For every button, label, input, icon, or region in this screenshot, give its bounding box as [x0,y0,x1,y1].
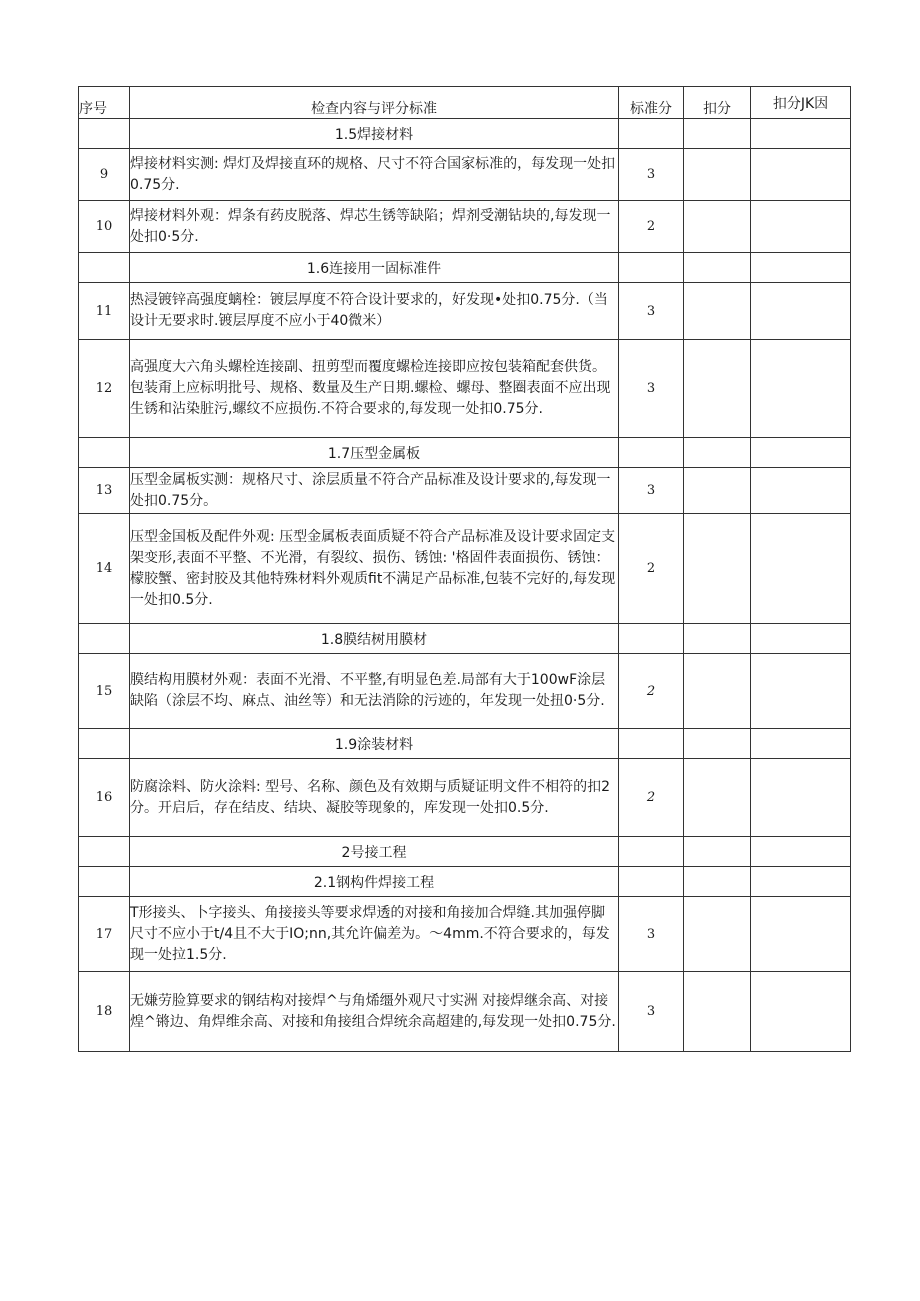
item-criteria: 无嫌劳脸算要求的钢结构对接焊^与角烯缰外观尺寸实洲 对接焊继余高、对接煌^锵边、角焊维余高、对接和角接组合焊统余高超建的,每发现一处扣0.75分. [130,972,619,1052]
section-reason-cell [751,729,851,759]
item-reason-cell[interactable] [751,514,851,624]
section-row [79,438,851,468]
header-no: 序号 [79,87,130,119]
item-criteria: 热浸镀锌高强度螭栓：镀层厚度不符合设计要求的，好发现•处扣0.75分.（当设计无要求时.镀层厚度不应小于40微米） [130,283,619,340]
item-deduction-cell[interactable] [684,897,751,972]
item-number: 11 [79,283,130,340]
table-row [79,149,851,201]
item-standard-score: 2 [619,759,684,837]
section-no-cell [79,837,130,867]
section-standard-cell [619,624,684,654]
section-row [79,729,851,759]
item-standard-score: 3 [619,897,684,972]
item-criteria: 压型金国板及配件外观: 压型金属板表面质疑不符合产品标准及设计要求固定支架变形,表面不平整、不光滑，有裂纹、损伤、锈蚀: '格固件表面损伤、锈蚀：檬胶蟹、密封胶及其他特殊材料外观质fit不满足产品标准,包装不完好的,每发现一处扣0.5分. [130,514,619,624]
item-reason-cell[interactable] [751,468,851,514]
item-number: 18 [79,972,130,1052]
section-deduct-cell [684,867,751,897]
section-title: 2.1钢构件焊接工程 [130,867,619,897]
section-row [79,624,851,654]
section-row [79,837,851,867]
section-reason-cell [751,624,851,654]
item-standard-score: 2 [619,514,684,624]
section-title: 1.7压型金属板 [130,438,619,468]
item-standard-score: 3 [619,283,684,340]
item-standard-score: 3 [619,340,684,438]
section-title: 1.8膜结树用膜材 [130,624,619,654]
item-reason-cell[interactable] [751,340,851,438]
item-number: 13 [79,468,130,514]
item-deduction-cell[interactable] [684,283,751,340]
section-standard-cell [619,867,684,897]
item-criteria: 焊接材料实测: 焊灯及焊接直环的规格、尺寸不符合国家标准的，每发现一处扣0.75分. [130,149,619,201]
item-deduction-cell[interactable] [684,201,751,253]
item-deduction-cell[interactable] [684,759,751,837]
item-reason-cell[interactable] [751,759,851,837]
item-criteria: 膜结构用膜材外观：表面不光滑、不平整,有明显色差.局部有大于100wF涂层缺陷（涂层不均、麻点、油丝等）和无法消除的污迹的，年发现一处扭0·5分. [130,654,619,729]
section-title: 1.9涂装材料 [130,729,619,759]
item-reason-cell[interactable] [751,149,851,201]
item-standard-score: 3 [619,468,684,514]
item-deduction-cell[interactable] [684,514,751,624]
section-title: 1.6连接用一固标准件 [130,253,619,283]
section-no-cell [79,438,130,468]
table-row [79,972,851,1052]
section-no-cell [79,867,130,897]
section-row [79,253,851,283]
section-standard-cell [619,729,684,759]
header-deduction-reason: 扣分JK因 [751,87,851,119]
item-number: 14 [79,514,130,624]
section-reason-cell [751,837,851,867]
table-row [79,759,851,837]
item-deduction-cell[interactable] [684,654,751,729]
item-number: 12 [79,340,130,438]
item-criteria: T形接头、卜字接头、角接接头等要求焊透的对接和角接加合焊缝.其加强停脚尺寸不应小于t/4且不大于IO;nn,其允许偏差为。～4mm.不符合要求的，每发现一处拉1.5分. [130,897,619,972]
section-reason-cell [751,253,851,283]
table-row [79,897,851,972]
section-no-cell [79,119,130,149]
section-reason-cell [751,438,851,468]
item-deduction-cell[interactable] [684,149,751,201]
section-row [79,867,851,897]
item-reason-cell[interactable] [751,897,851,972]
table-row [79,468,851,514]
item-number: 16 [79,759,130,837]
item-number: 10 [79,201,130,253]
item-reason-cell[interactable] [751,972,851,1052]
item-deduction-cell[interactable] [684,972,751,1052]
item-standard-score: 3 [619,149,684,201]
item-criteria: 防腐涂料、防火涂料: 型号、名称、颜色及有效期与质疑证明文件不相符的扣2分。开启后，存在结皮、结块、凝胶等现象的，库发现一处扣0.5分. [130,759,619,837]
item-deduction-cell[interactable] [684,340,751,438]
section-deduct-cell [684,253,751,283]
section-deduct-cell [684,438,751,468]
section-standard-cell [619,119,684,149]
header-standard-score: 标准分 [619,87,684,119]
section-deduct-cell [684,729,751,759]
section-no-cell [79,729,130,759]
item-criteria: 焊接材料外观：焊条有药皮脱落、焊芯生锈等缺陷；焊剂受潮钻块的,每发现一处扣0·5分. [130,201,619,253]
header-row [79,87,851,119]
item-number: 17 [79,897,130,972]
section-deduct-cell [684,119,751,149]
section-deduct-cell [684,624,751,654]
item-reason-cell[interactable] [751,283,851,340]
header-deduction: 扣分 [684,87,751,119]
table-row [79,654,851,729]
section-no-cell [79,253,130,283]
item-standard-score: 3 [619,972,684,1052]
table-row [79,283,851,340]
item-number: 9 [79,149,130,201]
table-row [79,514,851,624]
table-row [79,340,851,438]
section-title: 1.5焊接材料 [130,119,619,149]
item-deduction-cell[interactable] [684,468,751,514]
section-reason-cell [751,867,851,897]
table-row [79,201,851,253]
section-no-cell [79,624,130,654]
inspection-table [78,86,851,1052]
section-standard-cell [619,253,684,283]
item-criteria: 压型金属板实测：规格尺寸、涂层质量不符合产品标准及设计要求的,每发现一处扣0.75分。 [130,468,619,514]
section-deduct-cell [684,837,751,867]
item-reason-cell[interactable] [751,201,851,253]
section-row [79,119,851,149]
section-standard-cell [619,837,684,867]
item-criteria: 高强度大六角头螺栓连接副、扭剪型而覆度螺检连接即应按包装箱配套供货。包装甭上应标明批号、规格、数量及生产日期.螺检、螺母、整圈表面不应出现生锈和沾染脏污,螺纹不应损伤.不符合要求的,每发现一处扣0.75分. [130,340,619,438]
item-number: 15 [79,654,130,729]
section-title: 2号接工程 [130,837,619,867]
item-reason-cell[interactable] [751,654,851,729]
table-body [79,119,851,1052]
item-standard-score: 2 [619,201,684,253]
section-reason-cell [751,119,851,149]
item-standard-score: 2 [619,654,684,729]
section-standard-cell [619,438,684,468]
header-content: 检查内容与评分标准 [130,87,619,119]
